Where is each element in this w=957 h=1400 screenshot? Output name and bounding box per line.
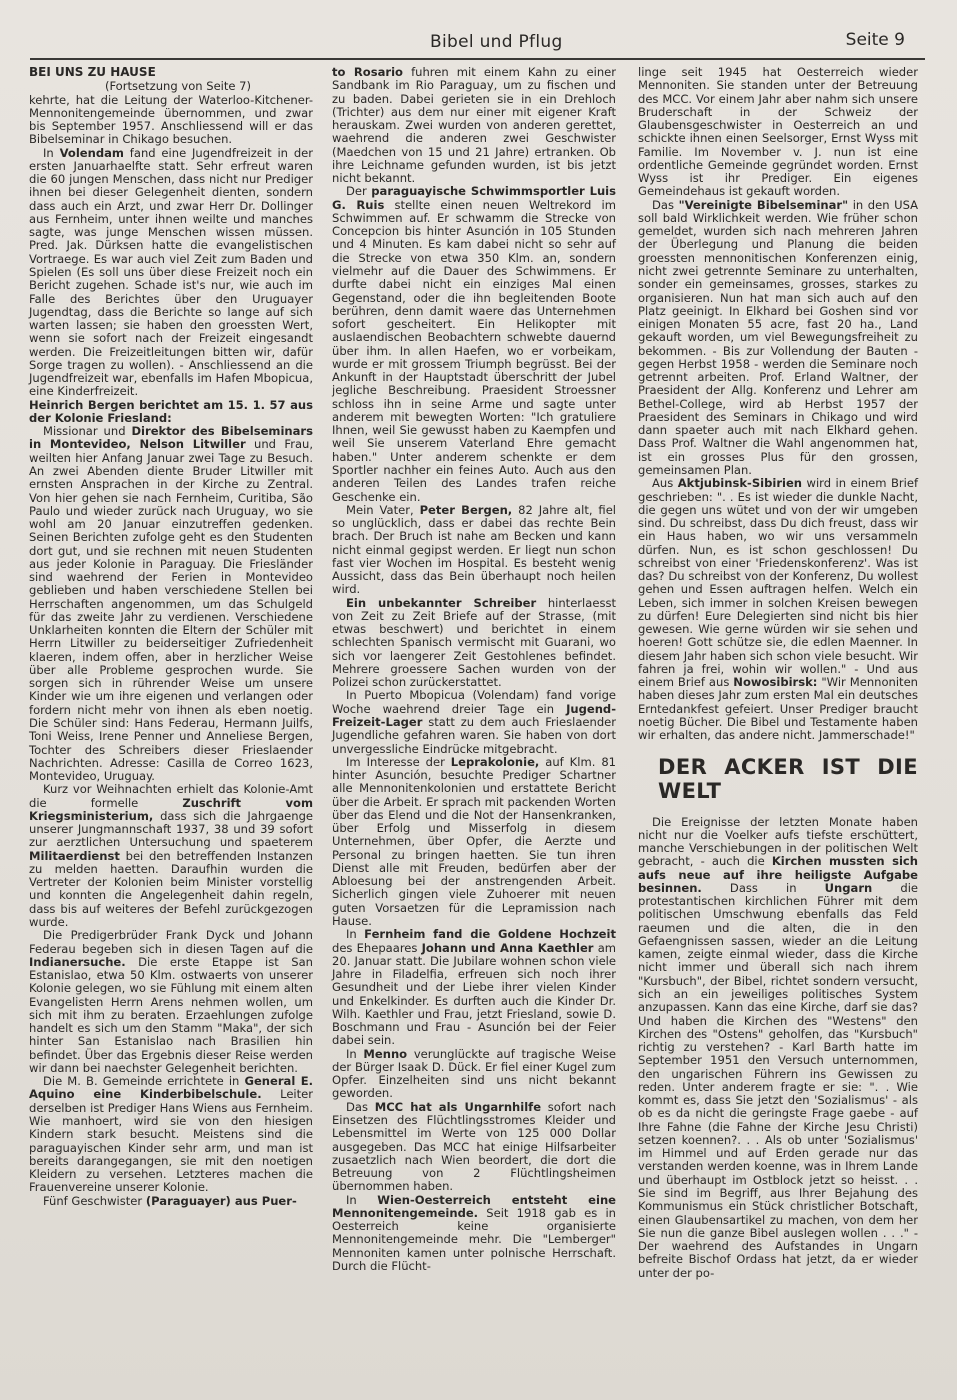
paragraph: to Rosario fuhren mit einem Kahn zu einer Sandbank im Rio Paraguay, um zu fischen und zu baden. Dabei gerieten sie in ein Drehloch (Trichter) aus dem nur einer mit eigener Kraft herauskam. Zwei wurden von anderen gerettet, waehrend die anderen zwei Geschwister (Maedchen von 15 und 21 Jahre) ertranken. Ob ihre Leichname gefunden wurden, ist bis jetzt nicht bekannt. [332, 65, 617, 186]
paragraph: Ein unbekannter Schreiber hinterlaesst von Zeit zu Zeit Briefe auf der Strasse, (mit etwas beschwert) und berichtet in einem schlechten Spanisch vermischt mit Guarani, wo sich vor laengerer Zeit Gestohlenes befindet. Mehrere groessere Sachen wurden von der Polizei schon zurückerstattet. [332, 595, 616, 690]
page-number: Seite 9 [845, 30, 905, 50]
continuation-note: (Fortsetzung von Seite 7) [104, 79, 252, 94]
page-header [30, 26, 927, 56]
paragraph: In Fernheim fand die Goldene Hochzeit des Ehepaares Johann und Anna Kaethler am 20. Januar statt. Die Jubilare wohnen schon viele Jahre in Filadelfia, erfreuen sich noch ihrer Gesundheit und der Liebe ihrer vielen Kinder und Enkelkinder. Es durften auch die Kinder Dr. Wilh. Kaethler und Frau, jetzt Friesland, sowie D. Boschmann und Frau - Asunción bei der Feier dabei sein. [332, 927, 617, 1048]
publication-title: Bibel und Pflug [430, 32, 563, 52]
paragraph: Missionar und Direktor des Bibelseminars in Montevideo, Nelson Litwiller und Frau, weilten hier Anfang Januar zwei Tage zu Besuch. An zwei Abenden diente Bruder Litwiller mit ernsten Ansprachen in der Kirche zu Zentral. Von hier gehen sie nach Fernheim, Curitiba, São Paulo und wieder zurück nach Uruguay, wo sie wohl am 20 Januar einzutreffen gedenken. Seinen Berichten zufolge geht es den Studenten dort gut, und sie rechnen mit neuen Studenten aus jeder Kolonie in Paraguay. Die Friesländer sind waehrend der Ferien in Montevideo geblieben und haben verschiedene Stellen bei Herrschaften angenommen, um das Schulgeld für das zweite Jahr zu verdienen. Verschiedene Unklarheiten konnten die Eltern der Schüler mit Herrn Litwiller zu beiderseitiger Zufriedenheit klaeren, indem offen, aber in herzlicher Weise über alle Probleme gesprochen wurde. Sie sorgen sich in rührender Weise um unsere Kinder wie um ihre eigenen und verlangen oder fordern nicht mehr von ihnen als eben noetig. Die Schüler sind: Hans Federau, Hermann Juilfs, Toni Weiss, Irene Penner und Anneliese Bergen, Tochter des Schreibers dieser Frieslaender Nachrichten. Adresse: Casilla de Correo 1623, Montevideo, Uruguay. [29, 424, 314, 784]
paragraph: In Menno verunglückte auf tragische Weise der Bürger Isaak D. Dück. Er fiel einer Kugel zum Opfer. Einzelheiten sind uns nicht bekannt geworden. [332, 1046, 617, 1101]
paragraph: Die Ereignisse der letzten Monate haben nicht nur die Voelker aufs tiefste erschüttert, manche Verschiebungen in der politischen Welt gebracht, - auch die Kirchen mussten sich aufs neue auf ihre heiligste Aufgabe besinnen. Dass in Ungarn die protestantischen kirchlichen Führer mit dem politischen Umschwung ebenfalls das Feld raeumen und die alten, die in den Gefaengnissen sassen, wieder an die Leitung kamen, zeigte einmal wieder, dass die Kirche nicht immer und überall sich nach ihrem "Kursbuch", der Bibel, richtet sondern versucht, sich an ein jeweiliges politisches System anzupassen. Kann das eine Kirche, darf sie das? Und haben die Kirchen des "Westens" den Kirchen des "Ostens" geholfen, das "Kursbuch" richtig zu verstehen? - Karl Barth hatte im September 1951 den Versuch unternommen, den ungarischen Führern ins Gewissen zu reden. Unter anderem fragte er sie: ". . Wie kommt es, dass Sie jetzt den 'Sozialismus' - als ob es da nicht die geringste Frage gaebe - auf Ihre Fahne (die Fahne der Kirche Jesu Christi) setzen koennen?. . . Als ob unter 'Sozialismus' im Himmel und auf Erden gerade nur das verstanden werden koenne, was in Ihrem Lande und überhaupt im Ostblock jetzt so heisst. . . Sie sind im Begriff, aus Ihrer Bejahung des Kommunismus ein Stück christlicher Botschaft, einen Glaubensartikel zu machen, von dem her Sie nun die ganze Bibel auslegen wollen . . ." - Der waehrend des Aufstandes in Ungarn befreite Bischof Ordass hat jetzt, da er wieder unter der po- [638, 814, 919, 1280]
paragraph: Die Predigerbrüder Frank Dyck und Johann Federau begeben sich in diesen Tagen auf die Indianersuche. Die erste Etappe ist San Estanislao, etwa 50 Klm. ostwaerts von unserer Kolonie gelegen, wo sie Fühlung mit einem alten Evangelisten Herrn Arens nehmen wollen, um sich mit ihm zu beraten. Erzaehlungen zufolge handelt es sich um den Stamm "Maka", der sich hinter San Estanislao nach Brasilien hin befindet. Über das Ergebnis dieser Reise werden wir dann bei naechster Gelegenheit berichten. [29, 928, 313, 1075]
article-headline: DER ACKER IST DIE WELT [658, 754, 918, 803]
section-heading: BEI UNS ZU HAUSE [29, 65, 156, 79]
paragraph: Mein Vater, Peter Bergen, 82 Jahre alt, fiel so unglücklich, dass er dabei das rechte Bein brach. Der Bruch ist nahe am Becken und kann nicht einmal gegipst werden. Er liegt nun schon fast vier Wochen im Hospital. Es besteht wenig Aussicht, dass das Bein überhaupt noch heilen wird. [332, 502, 617, 597]
paragraph: Das "Vereinigte Bibelseminar" in den USA soll bald Wirklichkeit werden. Wie früher schon gemeldet, wurden sich nach mehreren Jahren der Überlegung und Planung die beiden groessten mennonitischen Konferenzen einig, nicht zwei getrennte Seminare zu unterhalten, sonder ein gemeinsames, grosses, starkes zu organisieren. Nun hat man sich auch auf den Platz geeinigt. In Elkhard bei Goshen sind vor einigen Monaten 55 acre, fast 20 ha., Land gekauft worden, um viel Bewegungsfreiheit zu bekommen. - Bis zur Vollendung der Bauten - gegen Herbst 1958 - werden die Seminare noch getrennt arbeiten. Prof. Erland Waltner, der Praesident der Allg. Konferenz und Lehrer am Bethel-College, wird ab Herbst 1957 der Praesident des Seminars in Chikago und wird dann spaeter auch mit nach Elkhard gehen. Dass Prof. Waltner die Wahl angenommen hat, ist ein grosses Plus für den grossen, gemeinsamen Plan. [638, 197, 919, 477]
paragraph: Im Interesse der Leprakolonie, auf Klm. 81 hinter Asunción, besuchte Prediger Schartner alle Mennonitenkolonien und erstattete Bericht über die Arbeit. Er sprach mit packenden Worten über das Elend und die Not der Hansenkranken, über Erfolg und Misserfolg in diesem Unternehmen, über Opfer, die Aerzte und Personal zu bringen haetten. Sie tun ihren Dienst alle mit Freuden, bedürfen aber der Abloesung bei der anstrengenden Arbeit. Sicherlich gingen viele Zuhoerer mit neuen guten Vorsaetzen für die Lepramission nach Hause. [332, 754, 617, 928]
paragraph: Kurz vor Weihnachten erhielt das Kolonie-Amt die formelle Zuschrift vom Kriegsministerium, dass sich die Jahrgaenge unserer Jungmannschaft 1937, 38 und 39 sofort zur aerztlichen Untersuchung und spaeterem Militaerdienst bei den betreffenden Instanzen zu melden haetten. Daraufhin wurden die Vertreter der Kolonien beim Minister vorstellig und konnten die Angelegenheit dahin regeln, dass bis auf weiteres der Befehl zurückgezogen wurde. [29, 782, 314, 929]
paragraph: In Volendam fand eine Jugendfreizeit in der ersten Januarhaelfte statt. Sehr erfreut waren die 60 jungen Menschen, dass nicht nur Prediger ihnen bei dieser Gelegenheit dienten, sondern dass auch ein Arzt, und zwar Herr Dr. Dollinger aus Fernheim, unter ihnen weilte und manches sagte, was junge Menschen wissen müssen. Pred. Jak. Dürksen hatte die evangelistischen Vortraege. Es war auch viel Zeit zum Baden und Spielen (Es soll uns über diese Freizeit noch ein Bericht zugehen. Schade ist's nur, wie auch im Falle des Berichtes über den Uruguayer Jugendtag, dass die Berichte so lange auf sich warten lassen; sie haben den groessten Wert, wenn sie sofort nach der Freizeit eingesandt werden. Die Freizeitleitungen bitten wir, dafür Sorge tragen zu wollen). - Anschliessend an die Jugendfreizeit war, ebenfalls im Hafen Mbopicua, eine Kinderfreizeit. [29, 145, 314, 399]
column-3 [638, 66, 918, 1280]
paragraph: linge seit 1945 hat Oesterreich wieder Mennoniten. Sie standen unter der Betreuung des MCC. Vor einem Jahr aber nahm sich unsere Bruderschaft in der Schweiz der Glaubensgeschwister in Oesterreich an und schickte ihnen einen Seelsorger, Ernst Wyss mit Familie. Im November v. J. nun ist eine ordentliche Gemeinde gegründet worden. Ernst Wyss ist ihr Prediger. Ein eigenes Gemeindehaus ist gekauft worden. [638, 65, 918, 199]
subheading: Heinrich Bergen berichtet am 15. 1. 57 aus der Kolonie Friesland: [29, 397, 313, 425]
paragraph: Das MCC hat als Ungarnhilfe sofort nach Einsetzen des Flüchtlingsstromes Kleider und Lebensmittel im Werte von 125 000 Dollar ausgegeben. Das MCC hat einige Hilfsarbeiter zusaetzlich nach Wien beordert, die dort die Betreuung von 2 Flüchtlingsheimen übernommen haben. [332, 1099, 617, 1194]
header-rule [30, 58, 925, 60]
paragraph: In Wien-Oesterreich entsteht eine Mennonitengemeinde. Seit 1918 gab es in Oesterreich keine organisierte Mennonitengemeinde mehr. Die "Lemberger" Mennoniten kamen unter polnische Herrschaft. Durch die Flücht- [332, 1192, 616, 1273]
column-2 [332, 66, 616, 1273]
paragraph: kehrte, hat die Leitung der Waterloo-Kitchener- Mennonitengemeinde übernommen, und zwar bis September 1957. Anschliessend will er das Bibelseminar in Chikago besuchen. [29, 92, 313, 147]
paragraph: Die M. B. Gemeinde errichtete in General E. Aquino eine Kinderbibelschule. Leiter derselben ist Prediger Hans Wiens aus Fernheim. Wie manhoert, wird sie von den hiesigen Kindern stark besucht. Meistens sind die paraguayischen Kinder sehr arm, und man ist bereits darangegangen, sie mit den noetigen Kleidern zu versehen. Letzteres machen die Frauenvereine unserer Kolonie. [29, 1074, 314, 1195]
column-1 [29, 66, 313, 1208]
paragraph: Aus Aktjubinsk-Sibirien wird in einem Brief geschrieben: ". . Es ist wieder die dunkle Nacht, die gegen uns wütet und von der wir umgeben sind. Du schreibst, dass Du dich freust, dass wir ein Haus haben, wo wir uns versammeln dürfen. Nun, es ist schon geschlossen! Du schreibst von einer 'Friedenskonferenz'. Was ist das? Du schreibst von der Konferenz, Du wollest gehen und Essen auftragen helfen. Welch ein Leben, sich immer in solchen Kreisen bewegen zu dürfen! Eure Delegierten sind nicht bis hier gewesen. Wie gerne würden wir sie sehen und hoeren! Gott schütze sie, die edlen Maenner. In diesem Jahr haben sich schon viele besucht. Wir fahren ja frei, wohin wir wollen." - Und aus einem Brief aus Nowosibirsk: "Wir Mennoniten haben dieses Jahr zum ersten Mal ein deutsches Erntedankfest gefeiert. Unser Prediger braucht noetig Bücher. Die Bibel und Testamente haben wir erhalten, das andere nicht. Jammerschade!" [638, 476, 919, 743]
paragraph: Fünf Geschwister (Paraguayer) aus Puer- [43, 1193, 297, 1208]
paragraph: Der paraguayische Schwimmsportler Luis G. Ruis stellte einen neuen Weltrekord im Schwimmen auf. Er schwamm die Strecke von Concepcion bis hinter Asunción in 105 Stunden und 4 Minuten. Es kam dabei nicht so sehr auf die Strecke von etwa 350 Klm. an, sondern vielmehr auf die Dauer des Schwimmens. Er durfte dabei nicht ein einziges Mal einen Gegenstand, oder die ihn begleitenden Boote berühren, denn damit waere das Unternehmen sofort gescheitert. Ein Helikopter mit auslaendischen Beobachtern schwebte dauernd über ihm. In allen Haefen, wo er vorbeikam, wurde er mit grossem Triumph begrüsst. Bei der Ankunft in der Hauptstadt überschritt der Jubel jegliche Beschreibung. Praesident Stroessner schloss ihn in seine Arme und sagte unter anderem mit bewegten Worten: "Ich gratuliere Ihnen, weil Sie gewusst haben zu Kaempfen und weil Sie unserem Vaterland Ehre gemacht haben." Unter anderem schenkte er dem Sportler nachher ein feines Auto. Auch aus den anderen Teilen des Landes trafen reiche Geschenke ein. [332, 184, 617, 504]
paragraph: In Puerto Mbopicua (Volendam) fand vorige Woche waehrend dreier Tage ein Jugend-Freizeit-Lager statt zu dem auch Frieslaender Jugendliche gefahren waren. Sie haben von dort unvergessliche Eindrücke mitgebracht. [332, 688, 616, 756]
